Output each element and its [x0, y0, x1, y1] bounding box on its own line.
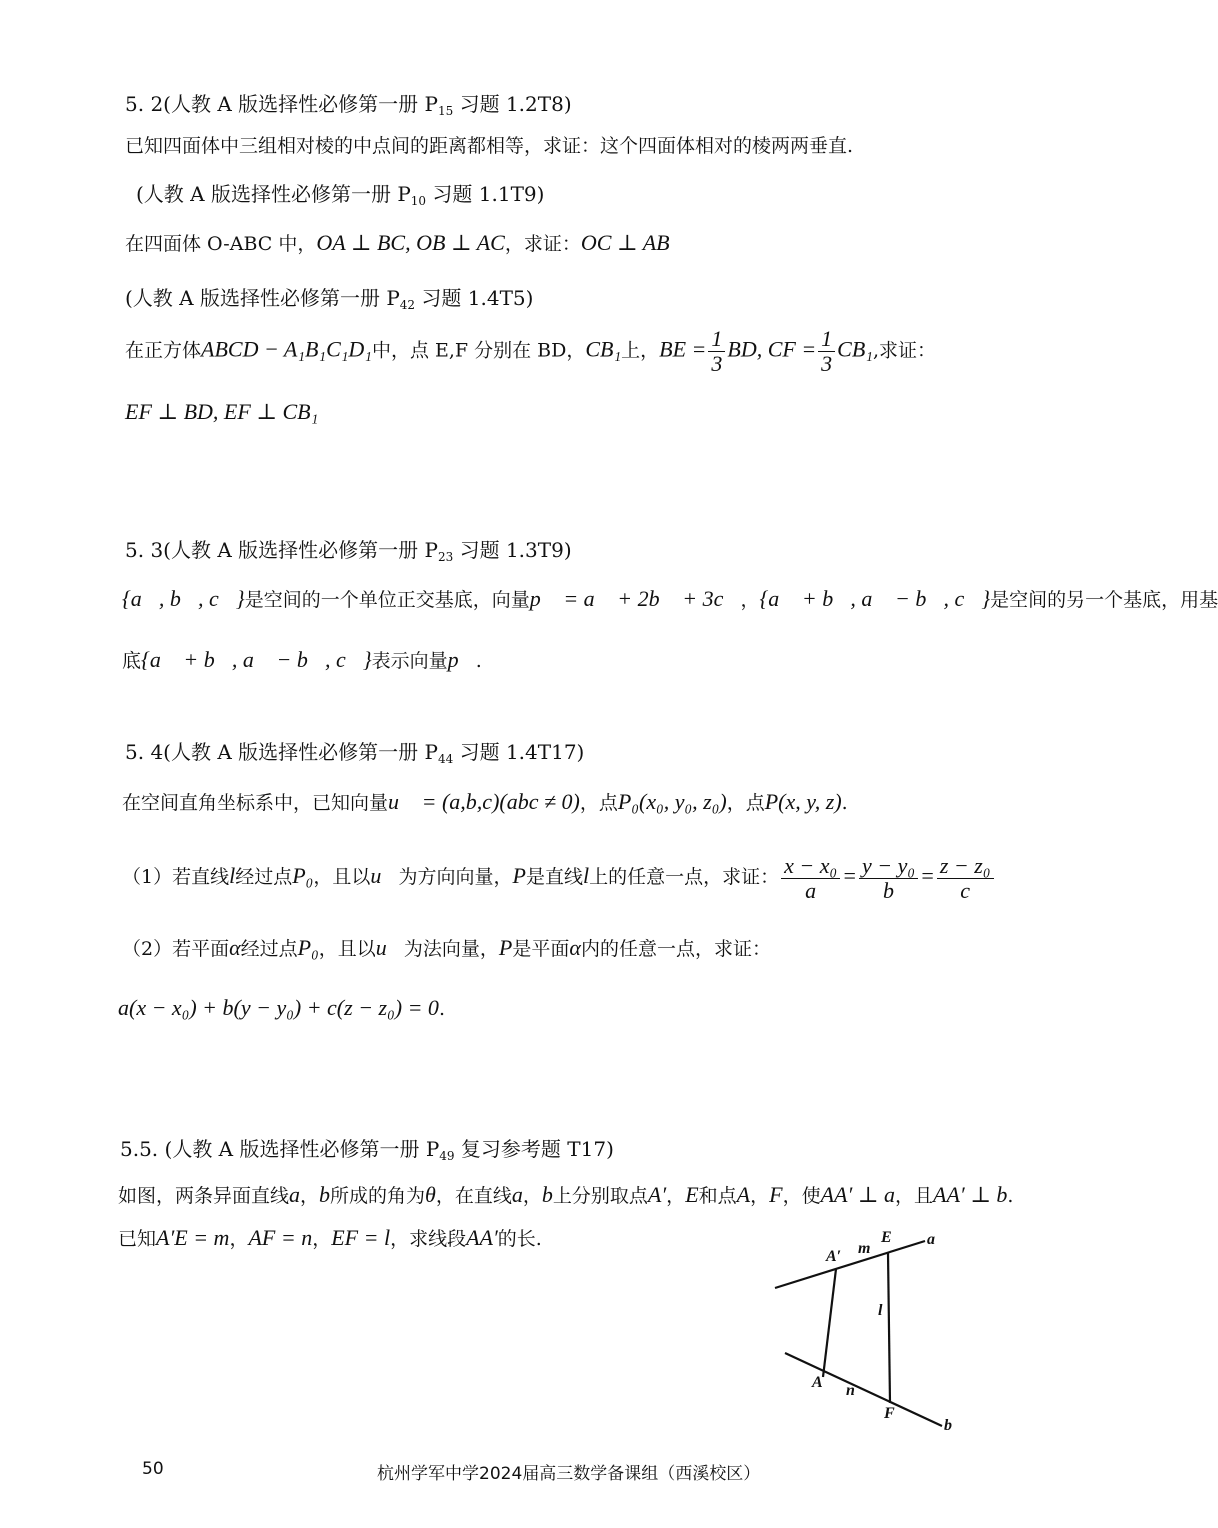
- problem-text: 表示向量: [371, 650, 448, 672]
- label-n: n: [846, 1382, 855, 1399]
- problem-text: 底: [122, 650, 142, 672]
- problem-text: .: [438, 998, 445, 1020]
- page-subscript: 10: [410, 194, 427, 208]
- section-5-4-text: [122, 788, 848, 817]
- heading-text: 5. 4(人教 A 版选择性必修第一册 P: [125, 740, 438, 764]
- math-expression: p⃗: [447, 647, 476, 672]
- problem-text: ，使: [782, 1185, 821, 1207]
- fraction: [818, 327, 835, 376]
- math-expression: u⃗: [375, 935, 404, 960]
- section-5-3-heading: [125, 536, 572, 571]
- math-expression: AA′ ⊥ b: [933, 1182, 1008, 1207]
- section-5-3-text: [122, 585, 1218, 614]
- problem-text: 是空间的另一个基底，用基: [990, 589, 1218, 611]
- problem-text: ，且以: [318, 938, 376, 960]
- math-expression: p⃗ = a⃗ + 2b⃗ + 3c⃗: [529, 586, 741, 611]
- problem-text: 为法向量，: [403, 938, 499, 960]
- problem-text: .: [475, 650, 482, 672]
- fraction-denominator: c: [960, 877, 971, 903]
- problem-text: ，: [300, 1185, 320, 1207]
- math-expression: AA′: [466, 1225, 498, 1250]
- page-subscript: 15: [437, 104, 454, 118]
- math-expression: P(x, y, z): [764, 789, 842, 814]
- section-5-4-part-1: [122, 848, 996, 905]
- skew-lines-figure: [770, 1225, 990, 1445]
- math-expression: u⃗ = (a,b,c)(abc ≠ 0): [388, 789, 580, 814]
- problem-text: 经过点: [240, 938, 298, 960]
- math-expression: BD, CF =: [727, 336, 817, 362]
- heading-tail: 习题 1.1T9): [426, 182, 545, 206]
- footer-organization: 杭州学军中学2024届高三数学备课组（西溪校区）: [377, 1464, 761, 1484]
- math-expression: a: [511, 1182, 523, 1207]
- heading-tail: 习题 1.4T5): [415, 286, 534, 310]
- section-5-2c-heading: [125, 284, 533, 319]
- line-b: [785, 1353, 942, 1426]
- fraction: [859, 854, 918, 903]
- math-expression: θ: [425, 1182, 436, 1207]
- problem-text: 中，点 E,F 分别在 BD，: [371, 339, 586, 362]
- section-5-4-conclusion: [118, 994, 445, 1023]
- page-number: 50: [142, 1459, 164, 1479]
- math-expression: a(x − x₀) + b(y − y₀) + c(z − z₀) = 0: [118, 995, 439, 1020]
- heading-text: (人教 A 版选择性必修第一册 P: [136, 182, 411, 206]
- math-expression: BE =: [659, 336, 707, 362]
- math-expression: AA′ ⊥ a: [820, 1182, 895, 1207]
- problem-text: （1）若直线: [122, 866, 230, 888]
- section-5-2c-text: [125, 327, 936, 376]
- math-expression: l: [582, 863, 590, 888]
- problem-text: ，且: [894, 1185, 933, 1207]
- label-b: b: [944, 1417, 952, 1434]
- math-expression: OA ⊥ BC, OB ⊥ AC: [316, 230, 505, 255]
- problem-text: ,求证：: [872, 339, 936, 362]
- section-5-2-heading: [125, 90, 572, 125]
- heading-text: 5. 3(人教 A 版选择性必修第一册 P: [125, 538, 438, 562]
- math-expression: P₀(x₀, y₀, z₀): [617, 789, 727, 814]
- math-expression: E: [685, 1182, 699, 1207]
- fraction: [708, 327, 725, 376]
- fraction-denominator: 3: [821, 351, 833, 376]
- problem-text: 已知四面体中三组相对棱的中点间的距离都相等，求证：这个四面体相对的棱两两垂直.: [125, 135, 854, 157]
- math-expression: F: [769, 1182, 783, 1207]
- math-expression: OC ⊥ AB: [580, 230, 670, 255]
- math-expression: ABCD − A₁B₁C₁D₁: [201, 336, 372, 362]
- problem-text: 是平面: [512, 938, 570, 960]
- section-5-2b-heading: [136, 180, 544, 215]
- math-expression: {a⃗, b⃗, c⃗}: [122, 586, 245, 611]
- line-a: [775, 1241, 925, 1288]
- page-subscript: 23: [437, 550, 454, 564]
- heading-text: 5. 2(人教 A 版选择性必修第一册 P: [125, 92, 438, 116]
- math-expression: P₀: [292, 863, 314, 888]
- heading-tail: 习题 1.2T8): [453, 92, 572, 116]
- problem-text: 上分别取点: [552, 1185, 648, 1207]
- problem-text: 为方向向量，: [398, 866, 513, 888]
- fraction-denominator: 3: [711, 351, 723, 376]
- math-expression: α: [569, 935, 581, 960]
- page-subscript: 49: [439, 1149, 455, 1163]
- math-expression: b: [319, 1182, 331, 1207]
- problem-text: ，: [666, 1185, 686, 1207]
- label-a: a: [927, 1231, 935, 1248]
- problem-text: 是直线: [525, 866, 583, 888]
- math-expression: P₀: [297, 935, 319, 960]
- problem-text: ，且以: [313, 866, 371, 888]
- segment-AA-prime: [823, 1269, 836, 1377]
- section-5-2-text: [125, 132, 853, 160]
- page-subscript: 42: [399, 298, 416, 312]
- fraction-numerator: 1: [708, 327, 725, 352]
- problem-text: .: [841, 792, 848, 814]
- problem-text: 已知: [118, 1228, 157, 1250]
- problem-text: 是空间的一个单位正交基底，向量: [244, 589, 530, 611]
- math-expression: P: [498, 935, 513, 960]
- section-5-2b-text: [125, 229, 670, 258]
- section-5-4-part-2: [122, 934, 771, 963]
- fraction-numerator: y − y₀: [859, 854, 918, 879]
- problem-text: 经过点: [235, 866, 293, 888]
- math-expression: A′: [647, 1182, 667, 1207]
- fraction-numerator: x − x₀: [781, 854, 840, 879]
- math-expression: CB₁: [837, 336, 873, 362]
- page-subscript: 44: [437, 752, 454, 766]
- problem-text: ，点: [726, 792, 765, 814]
- problem-text: ，: [750, 1185, 770, 1207]
- problem-text: 在四面体 O-ABC 中，: [125, 233, 317, 255]
- section-5-2c-conclusion: [125, 398, 318, 427]
- problem-text: ，求线段: [390, 1228, 467, 1250]
- math-expression: {a⃗ + b⃗, a⃗ − b⃗, c⃗}: [759, 586, 991, 611]
- heading-text: 5.5. (人教 A 版选择性必修第一册 P: [120, 1137, 440, 1161]
- problem-text: 的长.: [497, 1228, 542, 1250]
- math-expression: P: [512, 863, 526, 888]
- math-expression: A: [736, 1182, 751, 1207]
- math-expression: CB₁: [585, 336, 622, 362]
- label-m: m: [858, 1240, 871, 1257]
- fraction-numerator: 1: [818, 327, 835, 352]
- fraction-numerator: z − z₀: [937, 854, 994, 879]
- math-expression: u⃗: [370, 863, 399, 888]
- math-expression: l: [229, 863, 236, 888]
- problem-text: 在空间直角坐标系中，已知向量: [122, 792, 389, 814]
- section-5-5-heading: [120, 1135, 614, 1170]
- math-expression: AF = n: [248, 1225, 313, 1250]
- math-expression: A′E = m: [156, 1225, 230, 1250]
- fraction-denominator: b: [883, 877, 894, 903]
- heading-tail: 习题 1.3T9): [453, 538, 572, 562]
- problem-text: ，在直线: [435, 1185, 512, 1207]
- heading-text: (人教 A 版选择性必修第一册 P: [125, 286, 400, 310]
- problem-text: ，: [229, 1228, 249, 1250]
- problem-text: ，求证：: [504, 233, 581, 255]
- math-expression: {a⃗ + b⃗, a⃗ − b⃗, c⃗}: [141, 647, 372, 672]
- segment-EF: [888, 1253, 890, 1403]
- problem-text: ，: [312, 1228, 332, 1250]
- problem-text: ，点: [579, 792, 618, 814]
- equals-sign: =: [842, 863, 857, 888]
- fraction: [781, 854, 840, 903]
- section-5-3-text-2: [122, 646, 482, 675]
- heading-tail: 习题 1.4T17): [453, 740, 585, 764]
- problem-text: 内的任意一点，求证：: [580, 938, 771, 960]
- section-5-5-text: [118, 1181, 1013, 1210]
- problem-text: .: [1007, 1185, 1014, 1207]
- section-5-4-heading: [125, 738, 584, 773]
- fraction: [937, 854, 994, 903]
- label-l: l: [878, 1302, 883, 1319]
- math-expression: a: [289, 1182, 301, 1207]
- math-expression: b: [541, 1182, 553, 1207]
- label-E: E: [881, 1229, 892, 1246]
- problem-text: 上，: [621, 339, 660, 362]
- label-F: F: [884, 1405, 895, 1422]
- problem-text: 所成的角为: [330, 1185, 426, 1207]
- problem-text: 如图，两条异面直线: [118, 1185, 290, 1207]
- heading-tail: 复习参考题 T17): [454, 1137, 614, 1161]
- problem-text: ，: [522, 1185, 542, 1207]
- section-5-5-text-2: [118, 1224, 542, 1253]
- equals-sign: =: [920, 863, 935, 888]
- problem-text: 在正方体: [125, 339, 202, 362]
- math-expression: α: [229, 935, 241, 960]
- math-expression: EF ⊥ BD, EF ⊥ CB₁: [125, 399, 319, 424]
- label-A: A: [812, 1374, 823, 1391]
- label-A-prime: A′: [826, 1248, 842, 1265]
- problem-text: ，: [740, 589, 760, 611]
- problem-text: 和点: [698, 1185, 737, 1207]
- fraction-denominator: a: [805, 877, 817, 903]
- problem-text: 上的任意一点，求证：: [589, 866, 780, 888]
- math-expression: EF = l: [331, 1225, 391, 1250]
- problem-text: （2）若平面: [122, 938, 230, 960]
